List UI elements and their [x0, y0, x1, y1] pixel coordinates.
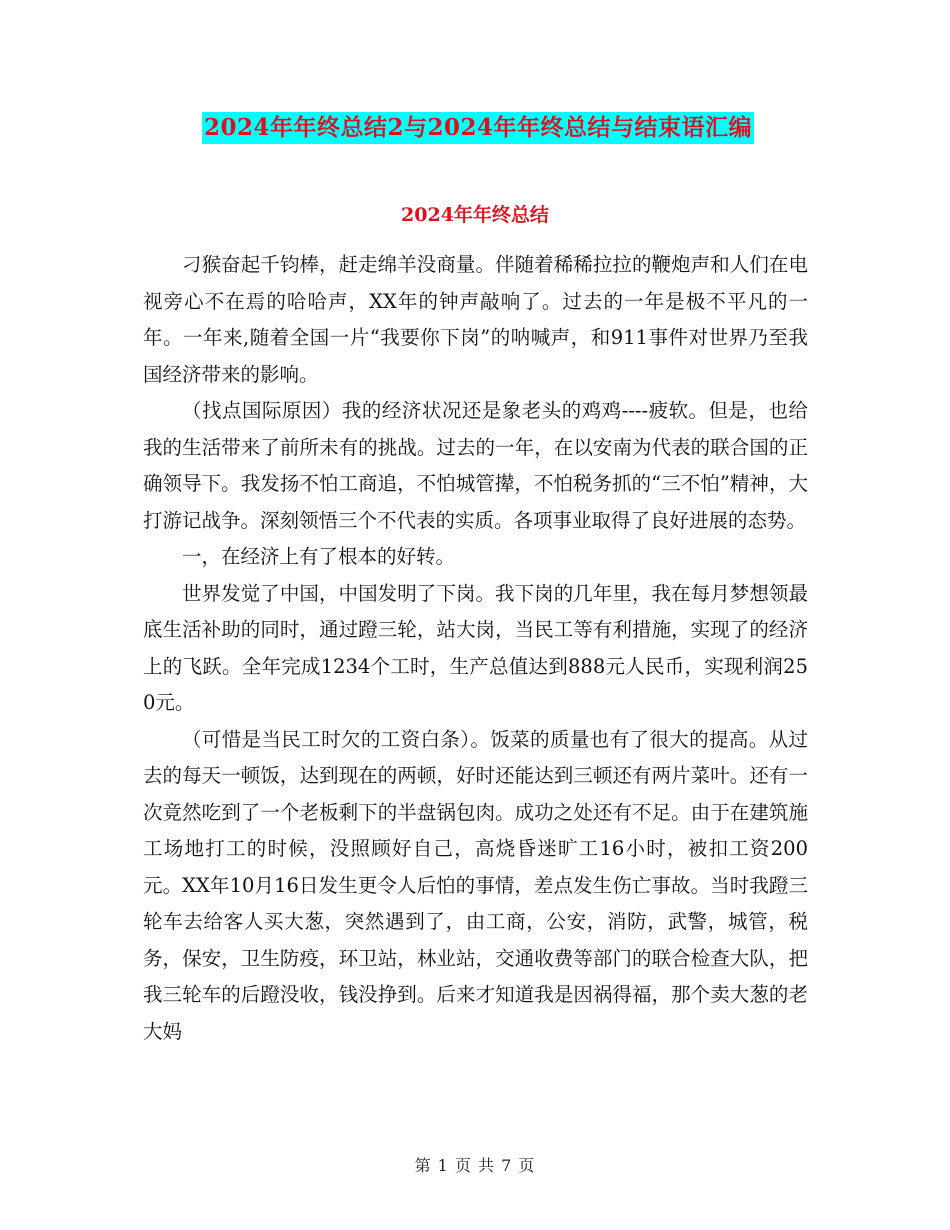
paragraph-3: 一，在经济上有了根本的好转。: [182, 545, 456, 568]
section-title: 2024年年终总结: [401, 204, 549, 226]
page-footer: 第 1 页 共 7 页: [414, 1156, 536, 1175]
paragraph-5: （可惜是当民工时欠的工资白条）。饭菜的质量也有了很大的提高。从过去的每天一顿饭，达到现在的两顿，好时还能达到三顿还有两片菜叶。还有一次竟然吃到了一个老板剩下的半盘锅包肉。成功之处还有不足。由于在建筑施工场地打工的时候，没照顾好自己，高烧昏迷旷工16小时，被扣工资200元。XX年10月16日发生更令人后怕的事情，差点发生伤亡事故。当时我蹬三轮车去给客人买大葱，突然遇到了，由工商，公安，消防，武警，城管，税务，保安，卫生防疫，环卫站，林业站，交通收费等部门的联合检查大队，把我三轮车的后蹬没收，钱没挣到。后来才知道我是因祸得福，那个卖大葱的老大妈: [143, 727, 808, 1043]
paragraph-4: 世界发觉了中国，中国发明了下岗。我下岗的几年里，我在每月梦想领最底生活补助的同时，通过蹬三轮，站大岗，当民工等有利措施，实现了的经济上的飞跃。全年完成1234个工时，生产总值达到888元人民币，实现利润250元。: [143, 581, 808, 714]
document-title: 2024年年终总结2与2024年年终总结与结束语汇编: [202, 112, 754, 144]
document-body: [143, 247, 808, 1050]
paragraph-1: 刁猴奋起千钧棒，赶走绵羊没商量。伴随着稀稀拉拉的鞭炮声和人们在电视旁心不在焉的哈哈声，XX年的钟声敲响了。过去的一年是极不平凡的一年。一年来,随着全国一片“我要你下岗”的呐喊声，和911事件对世界乃至我国经济带来的影响。: [143, 253, 808, 386]
paragraph-2: （找点国际原因）我的经济状况还是象老头的鸡鸡----疲软。但是，也给我的生活带来了前所未有的挑战。过去的一年，在以安南为代表的联合国的正确领导下。我发扬不怕工商追，不怕城管撵，不怕税务抓的“三不怕”精神，大打游记战争。深刻领悟三个不代表的实质。各项事业取得了良好进展的态势。: [143, 399, 808, 532]
